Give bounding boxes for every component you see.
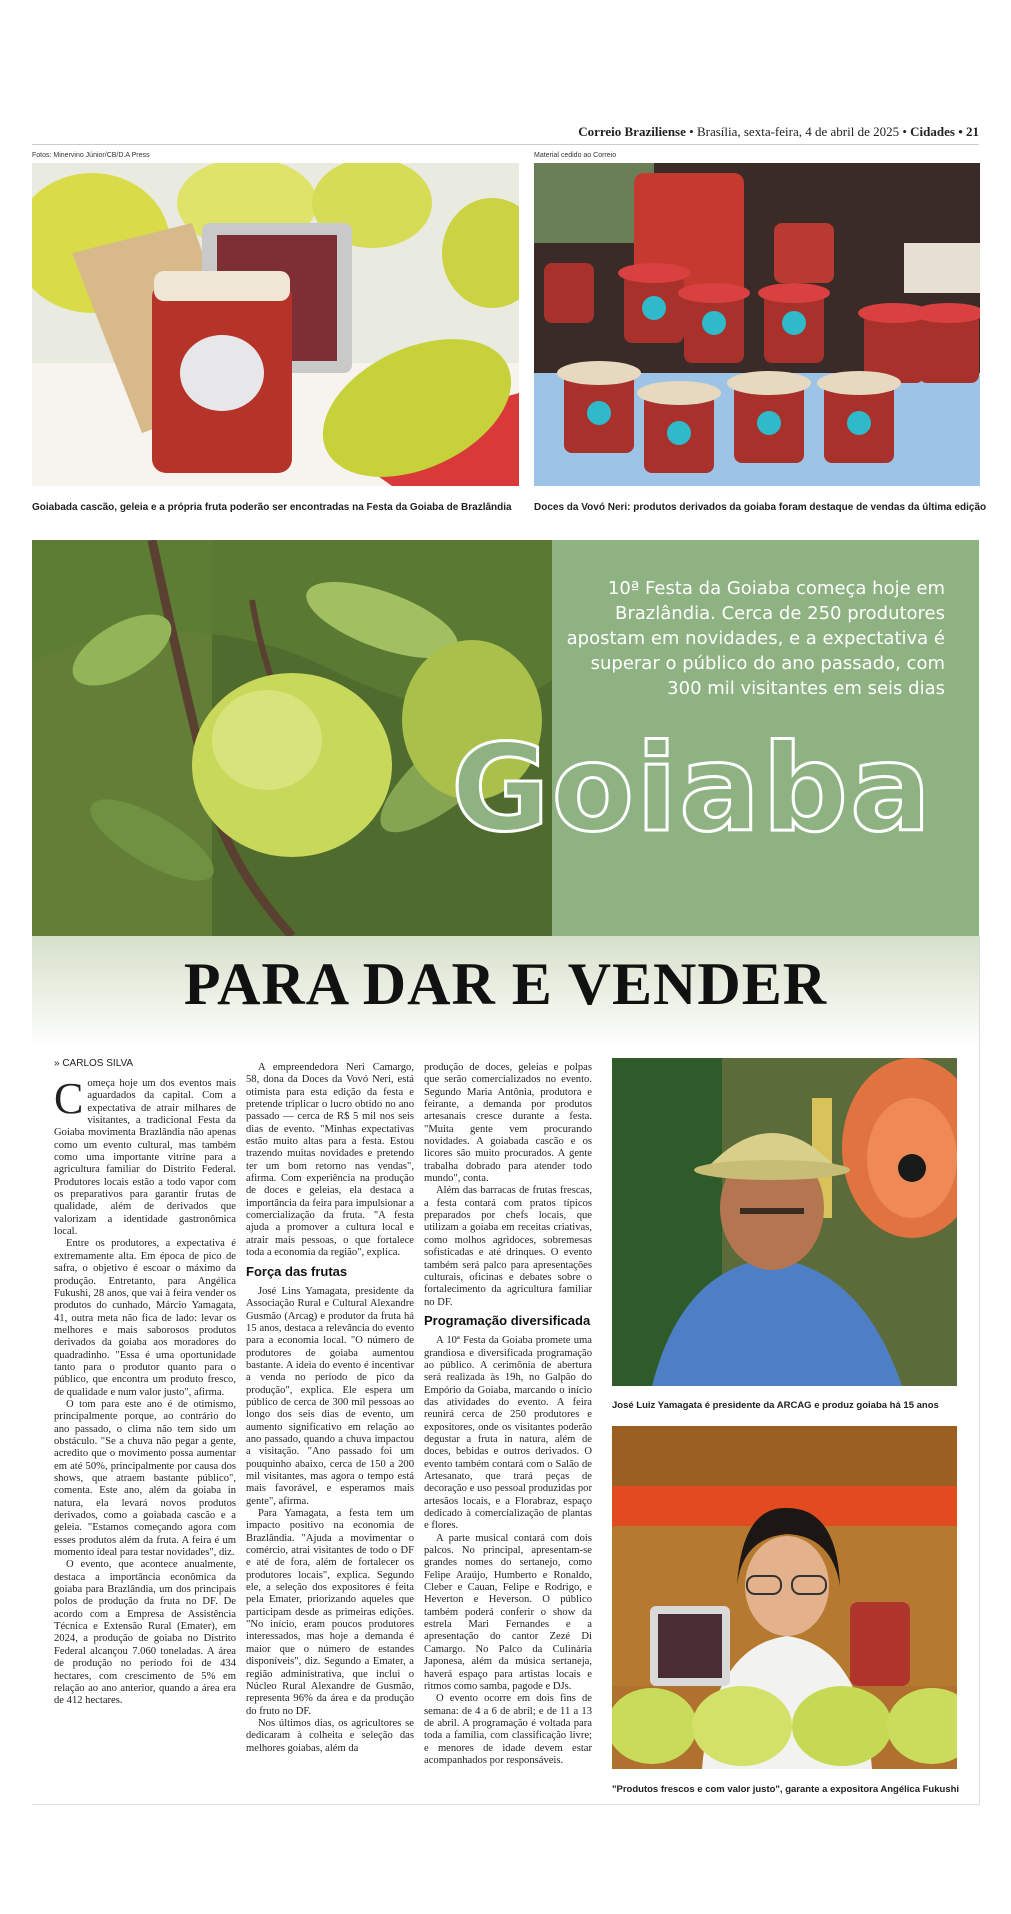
angelica-portrait [612,1426,957,1769]
article-paragraph: O evento, que acontece anualmente, destaca a importância econômica da goiaba para Brazlândia, um dos principais polos de produção da fruta no DF. De acordo com a Empresa de Assistência Técnica e Extensão Rural (Emater), em 2024, a produção de goiaba no Distrito Federal alcançou 7.060 toneladas. A área de produção no período foi de 434 hectares, com crescimento de 5% em relação ao ano anterior, quando a área era de 412 hectares. [54,1559,236,1707]
article-paragraph: Para Yamagata, a festa tem um impacto positivo na economia de Brazlândia. "Ajuda a movimentar o comércio, atrai visitantes de todo o DF e até de fora, além de fortalecer os produtores locais", explica. Segundo ele, a seleção dos expositores é feita pela Emater, priorizando aqueles que participam desde as primeiras edições. "No início, eram poucos produtores interessados, mas hoje a demanda é maior que o número de estandes disponíveis", diz. Segundo a Emater, a região administrativa, que inclui o Núcleo Rural Alexandre de Gusmão, representa 96% da área e da produção do fruto no DF. [246,1508,414,1717]
goiabada-photo [32,163,519,486]
subheading-forca-das-frutas: Força das frutas [246,1263,348,1279]
hero-title: Goiaba [451,720,933,859]
article-paragraph: Começa hoje um dos eventos mais aguardados da capital. Com a expectativa de atrair milhares de visitantes, a tradicional Festa da Goiaba movimenta Brazlândia não apenas como um evento cultural, mas também como uma importante vitrine para a agricultura familiar do Distrito Federal. Produtores locais estão a todo vapor com os preparativos para garantir frutas de qualidade, além de derivados que valorizam a identidade gastronômica local. [54,1074,236,1238]
article-paragraph: Entre os produtores, a expectativa é extremamente alta. Em época de pico de safra, o objetivo é escoar o máximo da produção. Entretanto, para Angélica Fukushi, 28 anos, que vai à feira vender os produtos do cunhado, Márcio Yamagata, 41, outra meta não fica de lado: levar os melhores e mais saborosos produtos derivados da goiaba aos moradores do quadradinho. "Essa é uma oportunidade tanto para o produtor quanto para o público, que encontra um produto fresco, de qualidade e num valor justo", afirma. [54,1238,236,1398]
subheading-programacao: Programação diversificada [424,1312,591,1328]
header-date: • Brasília, sexta-feira, 4 de abril de 2025 • [689,124,907,139]
jars-photo [534,163,980,486]
drop-cap: C [54,1074,84,1123]
article-column-3 [424,1062,592,1767]
hero-subtitle: 10ª Festa da Goiaba começa hoje em Brazlândia. Cerca de 250 produtores apostam em novidades, e a expectativa é superar o público do ano passado, com 300 mil visitantes em seis dias [566,578,945,699]
photo-caption-2: Doces da Vovó Neri: produtos derivados da goiaba foram destaque de vendas da última edição [534,502,987,513]
article-paragraph: A parte musical contará com dois palcos. No principal, apresentam-se grandes nomes do sertanejo, como Felipe Araújo, Humberto e Ronaldo, Cleber e Cauan, Felipe e Rodrigo, e Heverton e Heverson. O público também poderá conferir o show da estrela Mari Fernandes e a apresentação do cantor Zezé Di Camargo. No Palco da Culinária Japonesa, além da música sertaneja, haverá espaço para artistas locais e ritmos como samba, pagode e DJs. [424,1532,592,1692]
byline: » CARLOS SILVA [54,1058,134,1069]
article-paragraph: A empreendedora Neri Camargo, 58, dona da Doces da Vovó Neri, está otimista para esta edição da festa e pretende triplicar o lucro obtido no ano passado — cerca de R$ 5 mil nos seis dias de evento. "Minhas expectativas estão muito altas para a festa. Estou trazendo muitas novidades e pretendo ter um bom retorno nas vendas", afirma. Com experiência na produção de doces e geleias, ela destaca a importância da feira para impulsionar a comercialização da fruta. "A festa ajuda a promover a cultura local e atrair mais pessoas, o que fortalece toda a economia da região", explica. [246,1062,414,1259]
article-paragraph: A 10ª Festa da Goiaba promete uma grandiosa e diversificada programação ao público. A cerimônia de abertura será realizada às 19h, no Galpão do Empório da Goiaba, marcando o início das atividades do evento. A feira reunirá cerca de 250 produtores e expositores, onde os visitantes poderão degustar a fruta in natura, além de doces, bebidas e outros derivados. O evento também contará com o Salão de Artesanato, que trará peças de decoração e uso pessoal produzidas por artesãos locais, e a Florabraz, espaço dedicado à comercialização de plantas e flores. [424,1335,592,1532]
article-paragraph: Além das barracas de frutas frescas, a festa contará com pratos típicos preparados por chefs locais, que utilizam a goiaba em receitas criativas, como molhos agridoces, sobremesas sofisticadas e até drinques. O evento também será palco para apresentações culturais, oficinas e debates sobre o fortalecimento da agricultura familiar no DF. [424,1185,592,1308]
article-column-1 [54,1074,236,1708]
headline: PARA DAR E VENDER [183,951,828,1017]
photo-credit-1: Fotos: Minervino Júnior/CB/D.A Press [32,152,150,159]
article-paragraph: produção de doces, geleias e polpas que serão comercializados no evento. Segundo Maria Antônia, produtora e feirante, a demanda por produtos artesanais cresce durante a festa. "Muita gente vem procurando novidades. A goiabada cascão e os licores são muito procurados. A gente trabalha dobrado para atender todo mundo", conta. [424,1062,592,1185]
newspaper-name: Correio Braziliense [578,124,686,139]
article-paragraph: O tom para este ano é de otimismo, principalmente porque, ao contrário do ano passado, o clima não tem sido um obstáculo. "Se a chuva não pegar a gente, acredito que o movimento possa aumentar em até 50%, principalmente por causa dos shows, que atraem bastante público", comenta. Este ano, além da goiaba in natura, ela levará novos produtos derivados, como a goiabada cascão e a geleia. "Estamos começando agora com esses produtos além da fruta. A feira é um momento ideal para testar novidades", diz. [54,1398,236,1559]
photo-credit-2: Material cedido ao Correio [534,152,617,159]
article-paragraph: José Lins Yamagata, presidente da Associação Rural e Cultural Alexandre Gusmão (Arcag) e produtor da fruta há 15 anos, destaca a relevância do evento para a economia local. "O número de produtores de goiaba aumentou bastante. A ideia do evento é incentivar a venda no período de pico da produção", explica. Ele espera um público de cerca de 300 mil pessoas ao longo dos seis dias de evento, um aumento significativo em relação ao ano passado, quando a chuva impactou a visitação. "Ano passado foi um pouquinho abaixo, cerca de 150 a 200 mil visitantes, mas agora o tempo está mais favorável, e esperamos mais gente", afirma. [246,1285,414,1507]
photo-caption-4: "Produtos frescos e com valor justo", garante a expositora Angélica Fukushi [612,1784,960,1795]
photo-caption-3: José Luiz Yamagata é presidente da ARCAG e produz goiaba há 15 anos [612,1400,939,1411]
article-paragraph: Nos últimos dias, os agricultores se dedicaram à colheita e seleção das melhores goiabas, além da [246,1717,414,1754]
photo-caption-1: Goiabada cascão, geleia e a própria fruta poderão ser encontradas na Festa da Goiaba de Brazlândia [32,502,512,513]
page-number: • 21 [958,124,979,139]
section-name: Cidades [910,124,955,139]
article-column-2 [246,1062,414,1755]
hero-banner [32,540,979,936]
page-header [32,124,979,145]
yamagata-portrait [612,1058,957,1386]
article-paragraph: O evento ocorre em dois fins de semana: de 4 a 6 de abril; e de 11 a 13 de abril. A programação é voltada para toda a família, com classificação livre; e menores de idade devem estar acompanhados por responsáveis. [424,1693,592,1766]
